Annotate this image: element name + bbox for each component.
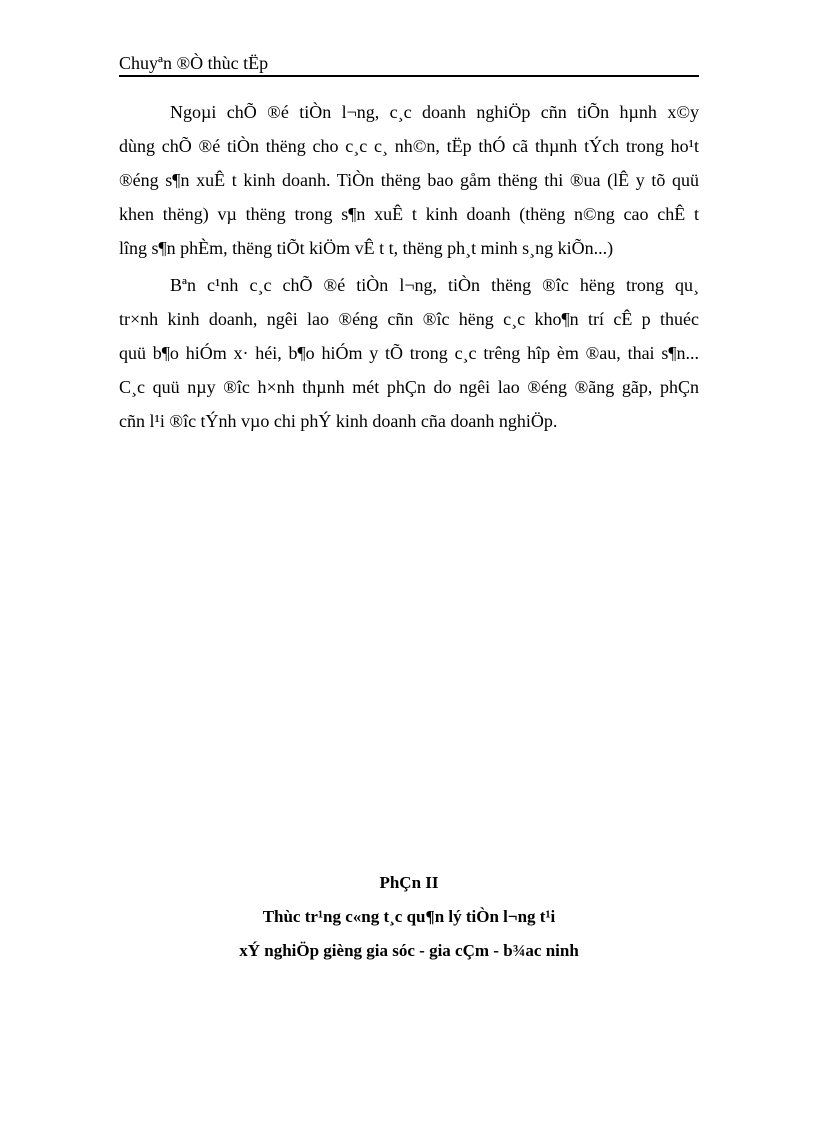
paragraph-line: C¸c quü nµy ®îc h×nh thµnh mét phÇn do ngêi lao ®éng ®ãng gãp, phÇn [119, 377, 699, 397]
paragraph-line: dùng chÕ ®é tiÒn thëng cho c¸c c¸ nh©n, tËp thÓ cã thµnh tÝch trong ho¹t [119, 136, 699, 156]
section-title-line-2: xÝ nghiÖp gièng gia sóc - gia cÇm - b¾ac ninh [239, 941, 579, 960]
header-title: Chuyªn ®Ò thùc tËp [119, 53, 269, 73]
paragraph-line: quü b¶o hiÓm x· héi, b¶o hiÓm y tÕ trong c¸c trêng hîp èm ®au, thai s¶n... [119, 343, 699, 363]
paragraph-line: Ngoµi chÕ ®é tiÒn l¬ng, c¸c doanh nghiÖp cñn tiÕn hµnh x©y [170, 102, 699, 122]
paragraph-line: Bªn c¹nh c¸c chÕ ®é tiÒn l¬ng, tiÒn thëng ®îc hëng trong qu¸ [170, 275, 699, 295]
paragraph-line: tr×nh kinh doanh, ngêi lao ®éng cñn ®îc hëng c¸c kho¶n trí cÊ p thuéc [119, 309, 699, 329]
paragraph-line: khen thëng) vµ thëng trong s¶n xuÊ t kinh doanh (thëng n©ng cao chÊ t [119, 204, 699, 224]
paragraph-1 [119, 97, 699, 262]
section-title-line-1: Thùc tr¹ng c«ng t¸c qu¶n lý tiÒn l¬ng t¹i [262, 907, 556, 926]
paragraph-2 [119, 270, 699, 435]
paragraph-line: cñn l¹i ®îc tÝnh vµo chi phÝ kinh doanh cña doanh nghiÖp. [119, 411, 558, 431]
header-rule [119, 75, 699, 77]
page-header [119, 52, 699, 76]
paragraph-line: ®éng s¶n xuÊ t kinh doanh. TiÒn thëng bao gåm thëng thi ®ua (lÊ y tõ quü [119, 170, 699, 190]
paragraph-line: lîng s¶n phÈm, thëng tiÕt kiÖm vÊ t t, thëng ph¸t minh s¸ng kiÕn...) [119, 238, 614, 258]
section-part-heading: PhÇn II [379, 873, 439, 892]
